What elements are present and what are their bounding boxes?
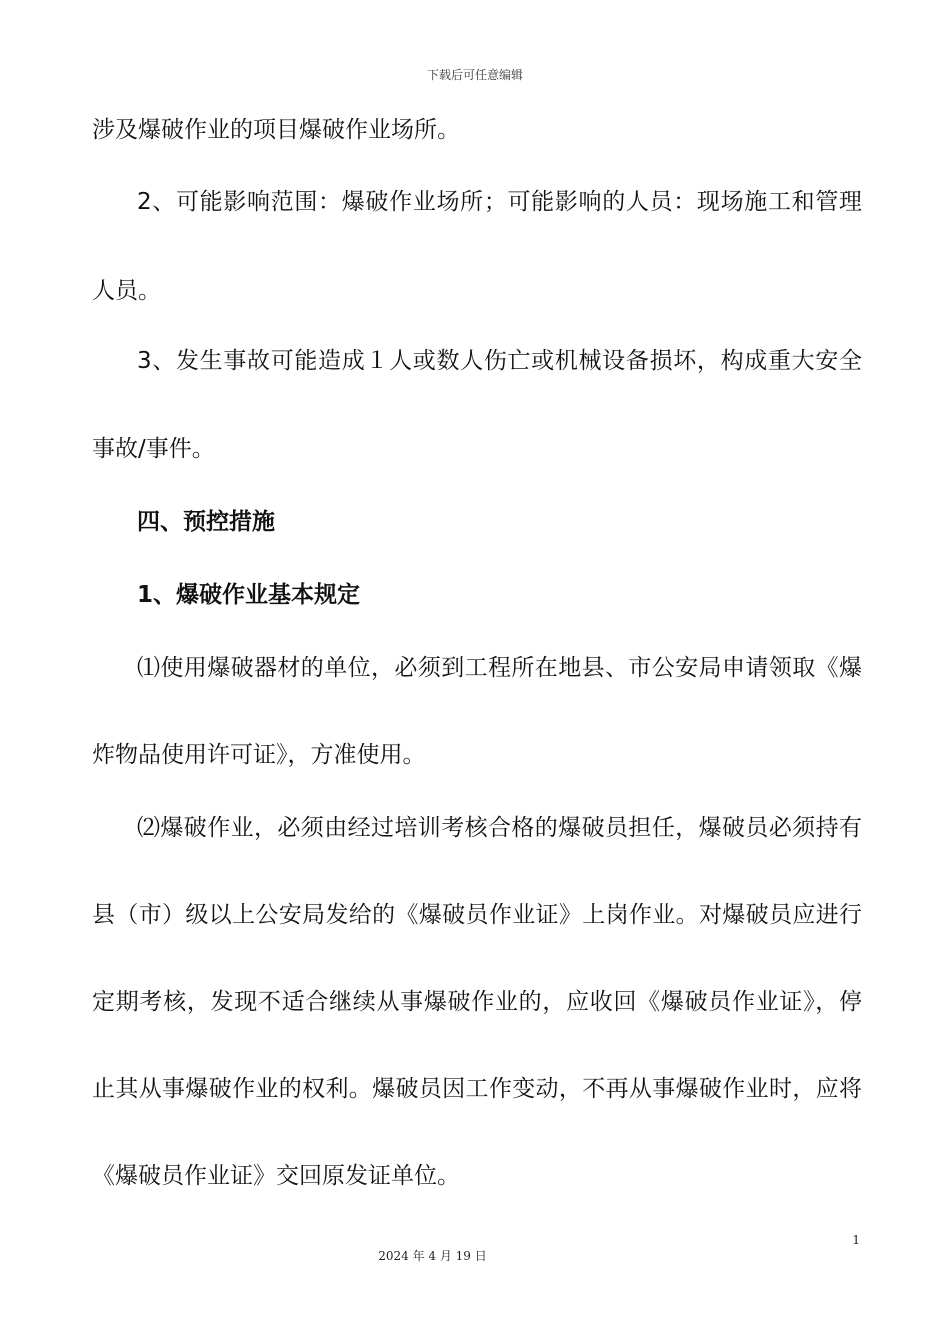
- paragraph-line: 3、发生事故可能造成１人或数人伤亡或机械设备损坏，构成重大安全: [137, 348, 862, 374]
- paragraph-line: 止其从事爆破作业的权利。爆破员因工作变动，不再从事爆破作业时，应将: [92, 1076, 862, 1102]
- paragraph-line: 炸物品使用许可证》，方准使用。: [92, 742, 426, 768]
- paragraph-line: 《爆破员作业证》交回原发证单位。: [92, 1163, 460, 1189]
- page-date: 2024 年 4 月 19 日: [378, 1249, 487, 1263]
- subsection-heading: 1、爆破作业基本规定: [137, 582, 361, 608]
- paragraph-line: 县（市）级以上公安局发给的《爆破员作业证》上岗作业。对爆破员应进行: [92, 902, 862, 928]
- page-header: 下载后可任意编辑: [426, 68, 523, 82]
- paragraph-line: 事故/事件。: [92, 436, 215, 462]
- paragraph-line: ⑴使用爆破器材的单位，必须到工程所在地县、市公安局申请领取《爆: [137, 655, 862, 681]
- paragraph-line: 涉及爆破作业的项目爆破作业场所。: [92, 117, 460, 143]
- page-number: 1: [852, 1233, 860, 1247]
- paragraph-line: ⑵爆破作业，必须由经过培训考核合格的爆破员担任，爆破员必须持有: [137, 815, 862, 841]
- section-heading: 四、预控措施: [137, 509, 275, 535]
- paragraph-line: 2、可能影响范围：爆破作业场所；可能影响的人员：现场施工和管理: [137, 189, 862, 215]
- paragraph-line: 人员。: [92, 278, 161, 304]
- paragraph-line: 定期考核，发现不适合继续从事爆破作业的，应收回《爆破员作业证》，停: [92, 989, 862, 1015]
